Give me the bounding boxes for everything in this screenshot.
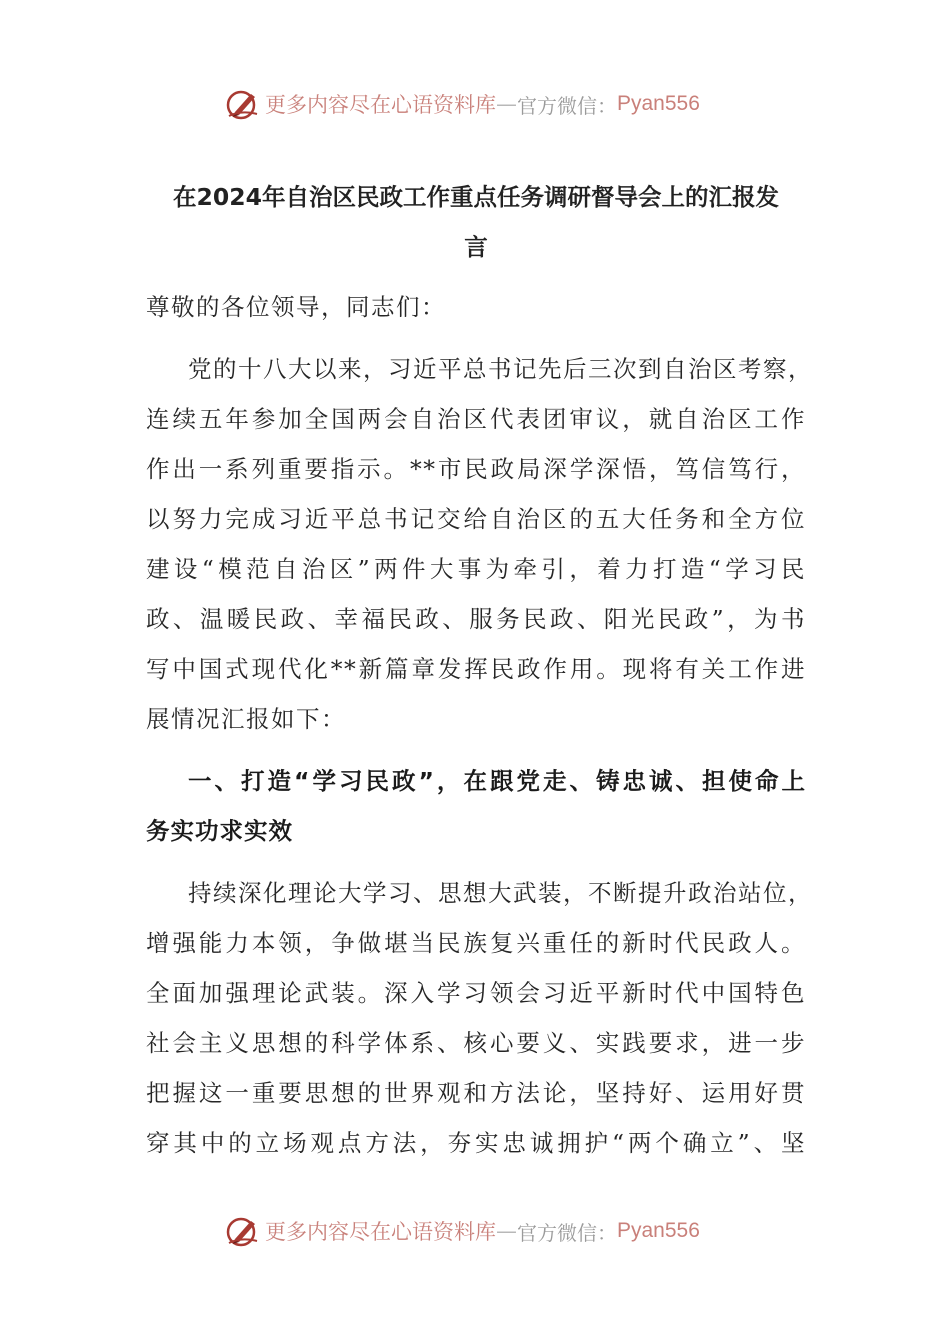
salutation: 尊敬的各位领导，同志们： [146,293,446,321]
banner-wechat-id: Pyan556 [617,92,700,115]
para1-line: 建设“模范自治区”两件大事为牵引，着力打造“学习民 [146,555,806,583]
para1-line: 党的十八大以来，习近平总书记先后三次到自治区考察， [188,355,813,383]
banner-dash: — [496,1219,517,1243]
footer-banner [225,1211,700,1251]
banner-wechat-id: Pyan556 [617,1219,700,1242]
section-heading-1-cont: 务实功求实效 [146,817,293,845]
para2-line: 增强能力本领，争做堪当民族复兴重任的新时代民政人。 [146,929,806,957]
para2-line: 全面加强理论武装。深入学习领会习近平新时代中国特色 [146,979,806,1007]
para1-line: 作出一系列重要指示。**市民政局深学深悟，笃信笃行， [146,455,806,483]
banner-main-text: 更多内容尽在心语资料库 [265,93,496,117]
pen-logo-icon [225,1213,261,1249]
para1-line: 以努力完成习近平总书记交给自治区的五大任务和全方位 [146,505,806,533]
banner-wechat-label: 官方微信： [517,1220,617,1245]
pen-logo-icon [225,86,261,122]
banner-dash: — [496,92,517,116]
para2-line: 把握这一重要思想的世界观和方法论，坚持好、运用好贯 [146,1079,806,1107]
header-banner [225,84,700,124]
section-heading-1: 一、打造“学习民政”，在跟党走、铸忠诚、担使命上 [188,767,806,795]
para1-line: 政、温暖民政、幸福民政、服务民政、阳光民政”，为书 [146,605,806,633]
para2-line: 社会主义思想的科学体系、核心要义、实践要求，进一步 [146,1029,806,1057]
banner-wechat-label: 官方微信： [517,93,617,118]
para1-line: 展情况汇报如下： [146,705,346,733]
para1-line: 连续五年参加全国两会自治区代表团审议，就自治区工作 [146,405,806,433]
para2-line: 持续深化理论大学习、思想大武装，不断提升政治站位， [188,879,813,907]
document-title-line-2: 言 [464,233,488,261]
para1-line: 写中国式现代化**新篇章发挥民政作用。现将有关工作进 [146,655,806,683]
banner-main-text: 更多内容尽在心语资料库 [265,1220,496,1244]
para2-line: 穿其中的立场观点方法，夯实忠诚拥护“两个确立”、坚 [146,1129,806,1157]
document-title-line-1: 在2024年自治区民政工作重点任务调研督导会上的汇报发 [173,183,779,211]
